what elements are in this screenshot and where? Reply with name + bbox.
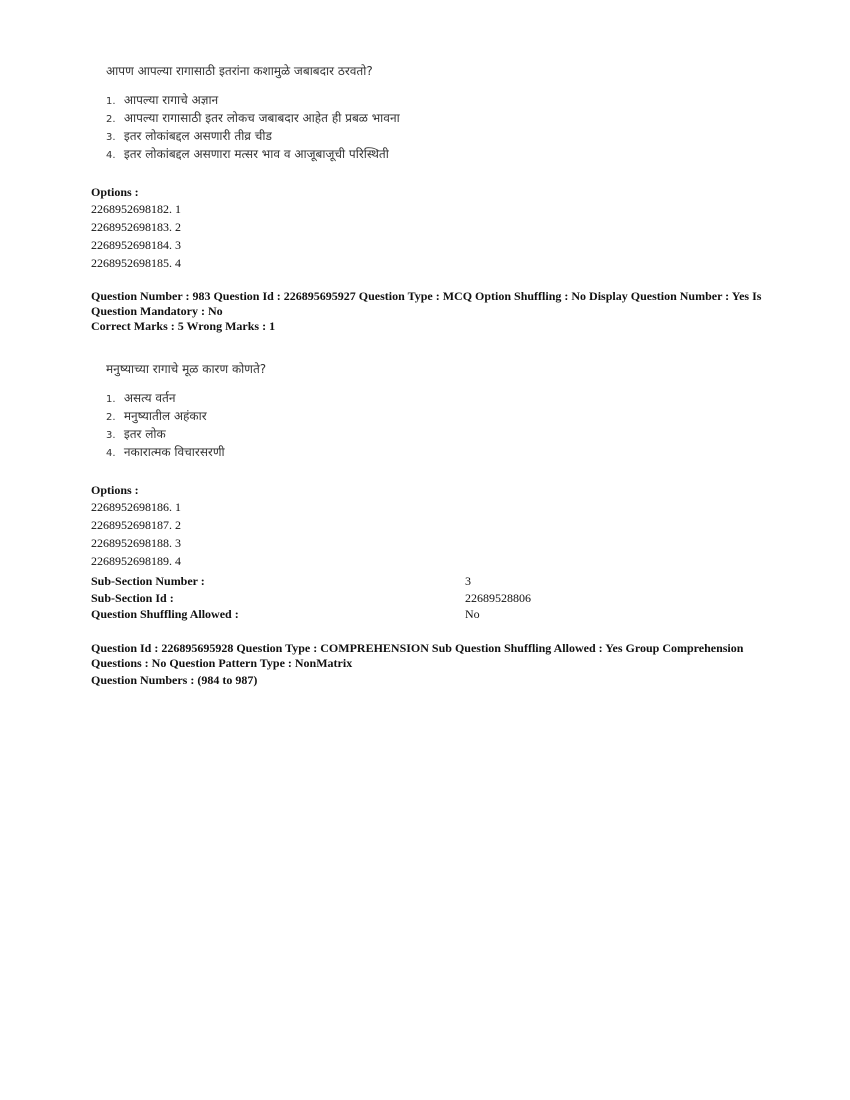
option-item: 2268952698185. 4 [91,256,181,270]
option-item: 2268952698189. 4 [91,554,181,568]
comprehension-meta [91,641,771,688]
choice-item [106,425,225,443]
option-item: 2268952698184. 3 [91,238,181,252]
choice-text: इतर लोकांबद्दल असणारा मत्सर भाव व आजूबाजूची परिस्थिती [123,147,389,161]
question-text: मनुष्याच्या रागाचे मूळ कारण कोणते? [106,362,267,376]
choice-item [106,109,400,127]
question-numbers-line: Question Numbers : (984 to 987) [91,673,258,687]
choice-item [106,407,225,425]
choice-text: इतर लोक [123,427,166,441]
marks-line: Correct Marks : 5 Wrong Marks : 1 [91,319,276,333]
option-item: 2268952698188. 3 [91,536,181,550]
question-shuffling-value: No [465,607,480,621]
choice-text: मनुष्यातील अहंकार [123,409,207,423]
choice-item [106,91,400,109]
choice-number: 3. [106,132,116,143]
option-item: 2268952698186. 1 [91,500,181,514]
choice-number: 4. [106,448,116,459]
choice-text: इतर लोकांबद्दल असणारी तीव्र चीड [123,129,272,143]
question-shuffling-label: Question Shuffling Allowed : [91,607,239,621]
choice-text: असत्य वर्तन [123,391,176,405]
choice-text: आपल्या रागासाठी इतर लोकच जबाबदार आहेत ही प्रबळ भावना [123,111,400,125]
choice-number: 3. [106,430,116,441]
options-label: Options : [91,185,139,199]
options-label: Options : [91,483,139,497]
options-list [91,498,181,570]
choice-number: 2. [106,114,116,125]
option-item: 2268952698187. 2 [91,518,181,532]
options-list [91,200,181,272]
choice-item [106,127,400,145]
choice-item [106,389,225,407]
choice-number: 2. [106,412,116,423]
choice-number: 1. [106,394,116,405]
sub-section-number-value: 3 [465,574,471,588]
option-item: 2268952698183. 2 [91,220,181,234]
comprehension-meta-line: Question Id : 226895695928 Question Type : COMPREHENSION Sub Question Shuffling Allowed : Yes Group Comprehension Questions : No Question Pattern Type : NonMatrix [91,641,744,670]
choice-item [106,145,400,163]
sub-section-number-label: Sub-Section Number : [91,574,205,588]
choice-item [106,443,225,461]
option-item: 2268952698182. 1 [91,202,181,216]
choice-text: आपल्या रागाचे अज्ञान [123,93,219,107]
sub-section-id-label: Sub-Section Id : [91,590,174,605]
choice-number: 1. [106,96,116,107]
choice-number: 4. [106,150,116,161]
question-text: आपण आपल्या रागासाठी इतरांना कशामुळे जबाबदार ठरवतो? [106,64,373,78]
question-meta [91,289,771,334]
question-meta-line: Question Number : 983 Question Id : 226895695927 Question Type : MCQ Option Shuffling : No Display Question Number : Yes Is Question Mandatory : No [91,289,762,318]
choice-text: नकारात्मक विचारसरणी [123,445,225,459]
choice-list [106,91,400,163]
sub-section-id-value: 22689528806 [465,590,531,605]
choice-list [106,389,225,461]
